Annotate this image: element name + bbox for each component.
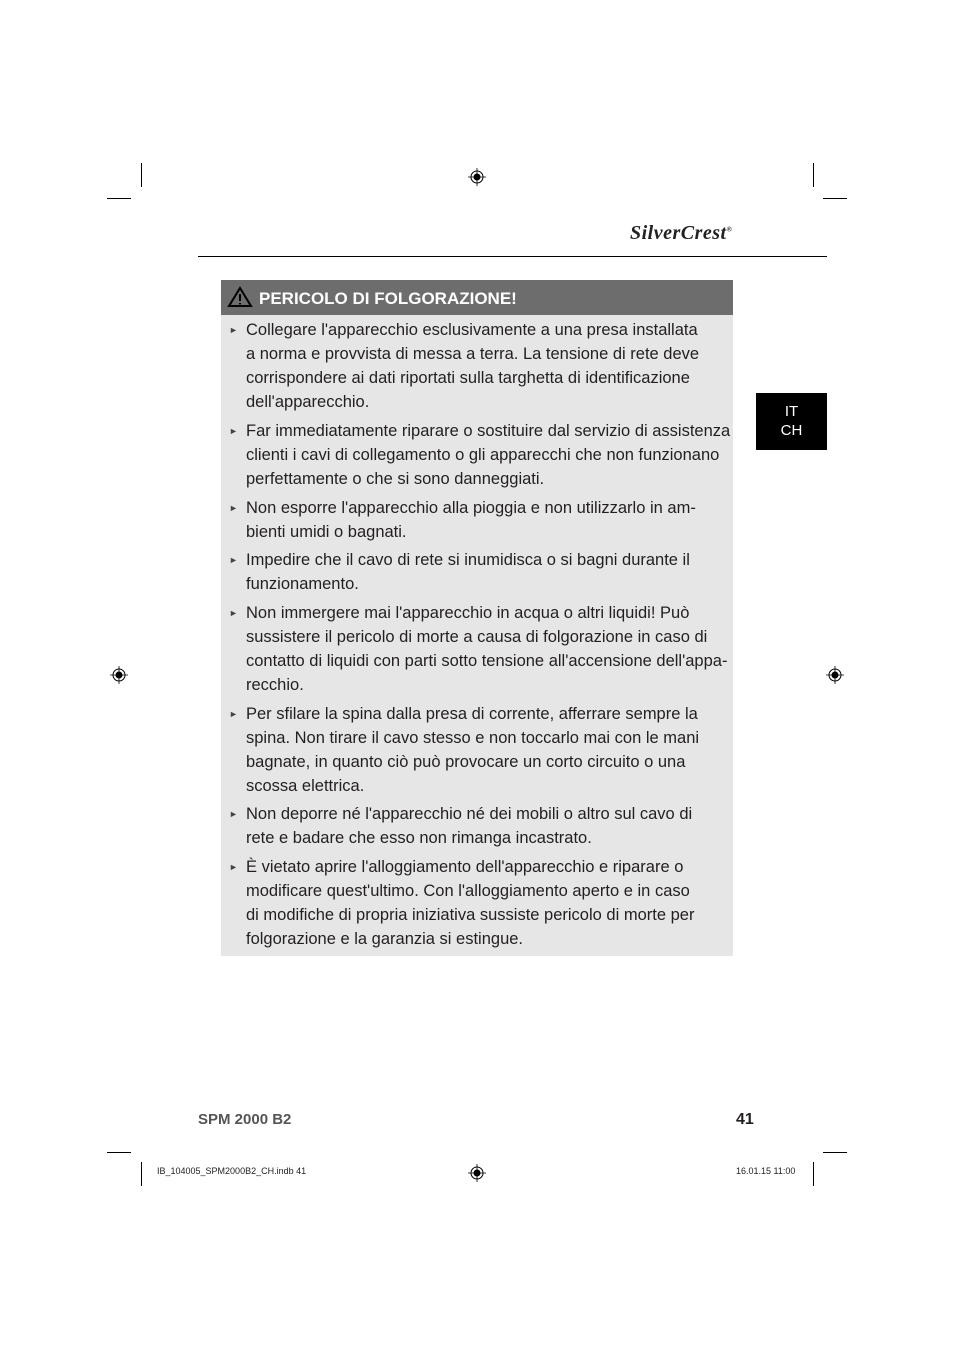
bullet-arrow-icon: ► <box>229 325 238 335</box>
bullet-text-line: È vietato aprire l'alloggiamento dell'apparecchio e riparare o <box>246 858 684 876</box>
crop-mark <box>823 198 847 199</box>
page-number: 41 <box>736 1111 754 1128</box>
warning-triangle-icon <box>227 286 253 308</box>
registration-mark-icon <box>468 168 486 186</box>
bullet-arrow-icon: ► <box>229 608 238 618</box>
bullet-arrow-icon: ► <box>229 809 238 819</box>
warning-bullet <box>229 855 729 951</box>
warning-bullet <box>229 496 729 544</box>
warning-header <box>221 280 733 315</box>
bullet-text-line: funzionamento. <box>246 575 359 593</box>
bullet-text-line: a norma e provvista di messa a terra. La tensione di rete deve <box>246 345 700 363</box>
bullet-text-line: Far immediatamente riparare o sostituire dal servizio di assistenza <box>246 422 731 440</box>
bullet-text-line: recchio. <box>246 676 304 694</box>
bullet-text-line: Non deporre né l'apparecchio né dei mobili o altro sul cavo di <box>246 805 693 823</box>
bullet-text-line: scossa elettrica. <box>246 777 365 795</box>
bullet-text-line: Impedire che il cavo di rete si inumidisca o si bagni durante il <box>246 551 690 569</box>
bullet-arrow-icon: ► <box>229 555 238 565</box>
bullet-arrow-icon: ► <box>229 709 238 719</box>
registration-mark-icon <box>826 666 844 684</box>
silvercrest-logo: SilverCrest® <box>630 222 733 244</box>
language-tab <box>756 393 827 450</box>
registration-mark-icon <box>468 1164 486 1182</box>
crop-mark <box>813 163 814 187</box>
model-name: SPM 2000 B2 <box>198 1111 292 1128</box>
bullet-text-line: clienti i cavi di collegamento o gli apparecchi che non funzionano <box>246 446 720 464</box>
crop-mark <box>107 198 131 199</box>
crop-mark <box>813 1162 814 1186</box>
bullet-text-line: spina. Non tirare il cavo stesso e non toccarlo mai con le mani <box>246 729 700 747</box>
print-slug-datetime: 16.01.15 11:00 <box>736 1166 796 1176</box>
language-code-it: IT <box>784 403 799 420</box>
crop-mark <box>107 1152 131 1153</box>
warning-bullet <box>229 802 729 850</box>
warning-bullet <box>229 318 729 414</box>
warning-bullet <box>229 601 729 697</box>
warning-title: PERICOLO DI FOLGORAZIONE! <box>259 289 517 308</box>
bullet-text-line: Collegare l'apparecchio esclusivamente a una presa installata <box>246 321 698 339</box>
language-code-ch: CH <box>780 422 803 439</box>
bullet-text-line: Non esporre l'apparecchio alla pioggia e non utilizzarlo in am- <box>246 499 696 517</box>
bullet-text-line: bienti umidi o bagnati. <box>246 523 407 541</box>
warning-bullet <box>229 702 729 798</box>
bullet-text-line: di modifiche di propria iniziativa sussiste pericolo di morte per <box>246 906 695 924</box>
crop-mark <box>823 1152 847 1153</box>
header-rule <box>198 256 827 257</box>
registration-mark-icon <box>110 666 128 684</box>
print-slug-file: IB_104005_SPM2000B2_CH.indb 41 <box>157 1166 307 1176</box>
bullet-text-line: contatto di liquidi con parti sotto tensione all'accensione dell'appa- <box>246 652 728 670</box>
crop-mark <box>141 163 142 187</box>
warning-bullet <box>229 548 729 596</box>
bullet-text-line: perfettamente o che si sono danneggiati. <box>246 470 545 488</box>
bullet-text-line: Per sfilare la spina dalla presa di corrente, afferrare sempre la <box>246 705 698 723</box>
bullet-text-line: sussistere il pericolo di morte a causa di folgorazione in caso di <box>246 628 708 646</box>
bullet-text-line: folgorazione e la garanzia si estingue. <box>246 930 524 948</box>
bullet-text-line: modificare quest'ultimo. Con l'alloggiamento aperto e in caso <box>246 882 690 900</box>
bullet-arrow-icon: ► <box>229 862 238 872</box>
bullet-text-line: rete e badare che esso non rimanga incastrato. <box>246 829 592 847</box>
bullet-text-line: corrispondere ai dati riportati sulla targhetta di identificazione <box>246 369 690 387</box>
bullet-text-line: Non immergere mai l'apparecchio in acqua o altri liquidi! Può <box>246 604 690 622</box>
bullet-arrow-icon: ► <box>229 503 238 513</box>
bullet-text-line: dell'apparecchio. <box>246 393 370 411</box>
bullet-arrow-icon: ► <box>229 426 238 436</box>
warning-bullet <box>229 419 729 491</box>
bullet-text-line: bagnate, in quanto ciò può provocare un corto circuito o una <box>246 753 686 771</box>
crop-mark <box>141 1162 142 1186</box>
